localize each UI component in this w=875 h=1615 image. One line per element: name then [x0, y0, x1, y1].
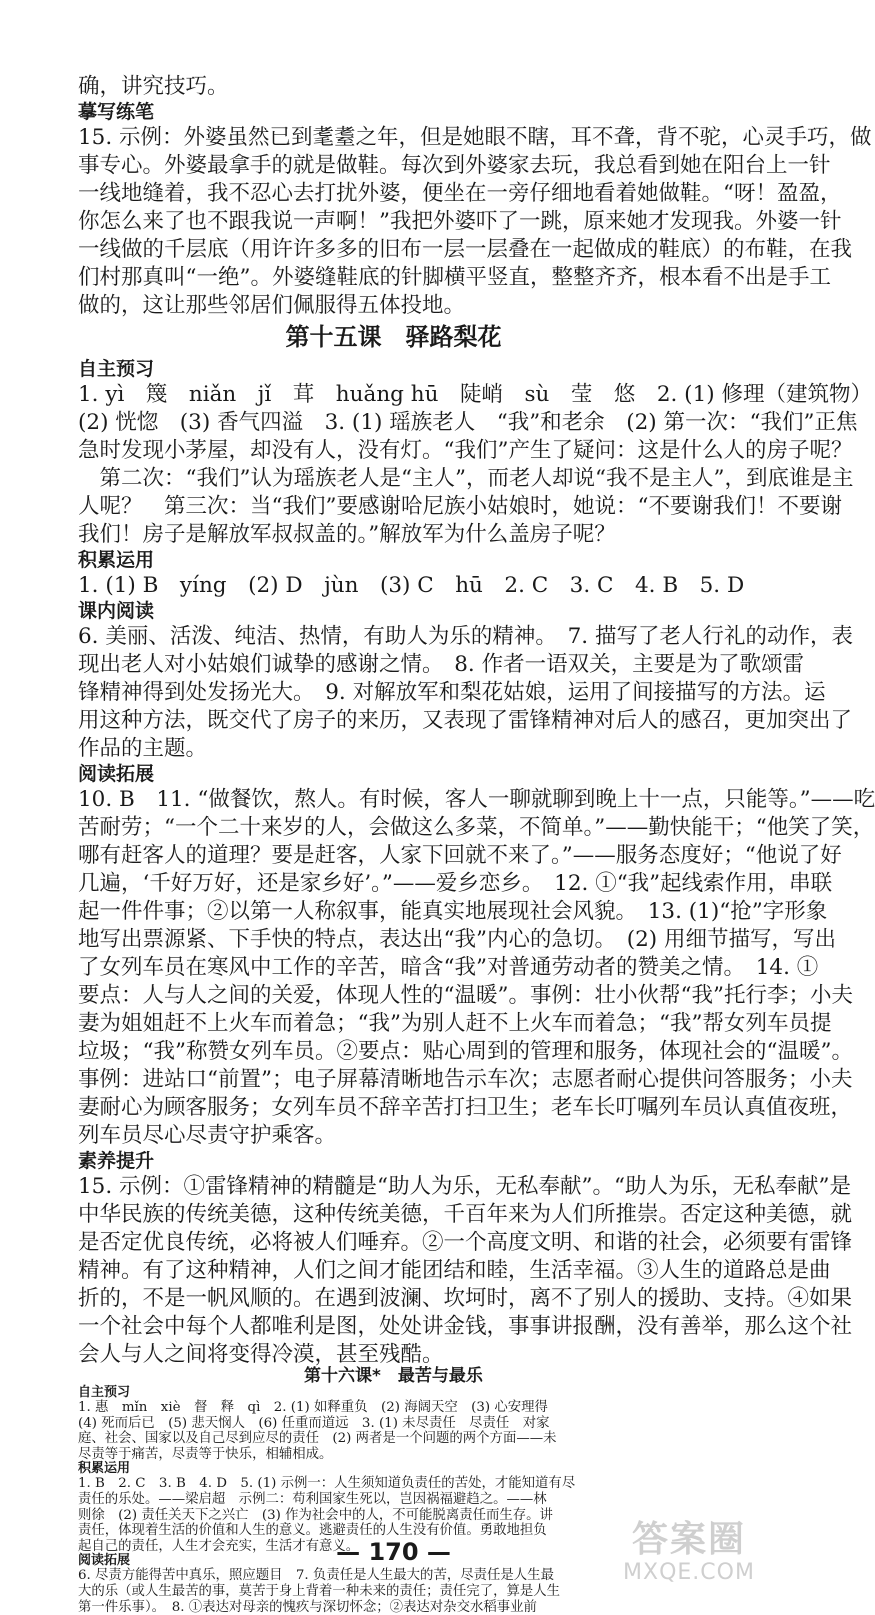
- section-heading-literacy: 素养提升: [78, 1150, 155, 1172]
- text-line: 是否定优良传统，必将被人们唾弃。②一个高度文明、和谐的社会，必须要有雷锋: [78, 1230, 853, 1255]
- text-line: 我们！房子是解放军叔叔盖的。”解放军为什么盖房子呢？: [78, 522, 616, 547]
- text-line: 一线地缝着，我不忍心去打扰外婆，便坐在一旁仔细地看着她做鞋。“呀！盈盈，: [78, 181, 842, 206]
- watermark-text: 答案圈: [631, 1519, 746, 1560]
- text-line: 地写出票源紧、下手快的特点，表达出“我”内心的急切。 (2) 用细节描写，写出: [78, 927, 837, 952]
- section-heading-extended-reading: 阅读拓展: [78, 763, 155, 785]
- section-heading-extended-reading: 阅读拓展: [78, 1553, 131, 1569]
- text-line: 做的，这让那些邻居们佩服得五体投地。: [78, 293, 466, 318]
- text-line: (2) 恍惚 (3) 香气四溢 3. (1) 瑶族老人 “我”和老余 (2) 第一次：“我们”正焦: [78, 410, 858, 435]
- text-line: 第一件乐事）。 8. ①表达对母亲的愧疚与深切怀念；②表达对杂交水稻事业前: [78, 1599, 537, 1615]
- text-line: 确，讲究技巧。: [78, 74, 229, 99]
- section-heading-preview: 自主预习: [78, 1385, 131, 1400]
- lesson-title-16: 第十六课* 最苦与最乐: [304, 1366, 483, 1386]
- text-line: 15. 示例：①雷锋精神的精髓是“助人为乐，无私奉献”。“助人为乐，无私奉献”是: [78, 1174, 851, 1199]
- text-line: 1. B 2. C 3. B 4. D 5. (1) 示例一：人生须知道负责任的苦处，才能知道有尽: [78, 1476, 576, 1492]
- text-line: 哪有赶客人的道理？要是赶客，人家下回就不来了。”——服务态度好；“他说了好: [78, 843, 842, 868]
- text-line: 急时发现小茅屋，却没有人，没有灯。“我们”产生了疑问：这是什么人的房子呢？: [78, 438, 853, 463]
- text-line: 1. (1) B yíng (2) D jùn (3) C hū 2. C 3. C 4. B 5. D: [78, 573, 745, 598]
- text-line: 锋精神得到处发扬光大。 9. 对解放军和梨花姑娘，运用了间接描写的方法。运: [78, 680, 826, 705]
- text-line: 一个社会中每个人都唯利是图，处处讲金钱，事事讲报酬，没有善举，那么这个社: [78, 1314, 853, 1339]
- text-line: 责任，体现着生活的价值和人生的意义。逃避责任的人生没有价值。勇敢地担负: [78, 1523, 547, 1539]
- text-line: 一线做的千层底（用许许多多的旧布一层一层叠在一起做成的鞋底）的布鞋，在我: [78, 237, 853, 262]
- text-line: 们村那真叫“一绝”。外婆缝鞋底的针脚横平竖直，整整齐齐，根本看不出是手工: [78, 265, 831, 290]
- text-line: 用这种方法，既交代了房子的来历，又表现了雷锋精神对后人的感召，更加突出了: [78, 708, 853, 733]
- text-line: 10. B 11. “做餐饮，熬人。有时候，客人一聊就聊到晚上十一点，只能等。”——吃: [78, 787, 875, 812]
- text-line: 1. 惠 mǐn xiè 督 释 qì 2. (1) 如释重负 (2) 海阔天空 (3) 心安理得: [78, 1400, 548, 1415]
- text-line: 起自己的责任，人生才会充实，生活才有意义。: [78, 1538, 360, 1554]
- text-line: 列车员尽心尽责守护乘客。: [78, 1123, 337, 1148]
- text-line: 你怎么来了也不跟我说一声啊！”我把外婆吓了一跳，原来她才发现我。外婆一针: [78, 209, 842, 234]
- text-line: 苦耐劳；“一个二十来岁的人，会做这么多菜，不简单。”——勤快能干；“他笑了笑，: [78, 815, 875, 840]
- text-line: 责任的乐处。——梁启超 示例二：苟利国家生死以，岂因祸福避趋之。——林: [78, 1492, 547, 1507]
- text-line: 会人与人之间将变得冷漠，甚至残酷。: [78, 1342, 444, 1367]
- text-line: 事例：进站口“前置”；电子屏幕清晰地告示车次；志愿者耐心提供问答服务；小夫: [78, 1067, 853, 1092]
- text-line: 15. 示例：外婆虽然已到耄耋之年，但是她眼不瞎，耳不聋，背不驼，心灵手巧，做: [78, 125, 872, 150]
- section-heading-writing-practice: 摹写练笔: [78, 101, 155, 123]
- text-line: 现出老人对小姑娘们诚挚的感谢之情。 8. 作者一语双关，主要是为了歌颂雷: [78, 652, 805, 677]
- text-line: 垃圾；“我”称赞女列车员。②要点：贴心周到的管理和服务，体现社会的“温暖”。: [78, 1039, 853, 1064]
- text-line: 事专心。外婆最拿手的就是做鞋。每次到外婆家去玩，我总看到她在阳台上一针: [78, 153, 831, 178]
- text-line: 要点：人与人之间的关爱，体现人性的“温暖”。事例：壮小伙帮“我”托行李；小夫: [78, 983, 853, 1008]
- section-heading-accumulation: 积累运用: [78, 1461, 131, 1477]
- page-number: — 170 —: [336, 1538, 451, 1566]
- watermark-url: MXQE.COM: [623, 1560, 755, 1585]
- text-line: 6. 尽责方能得苦中真乐，照应题目 7. 负责任是人生最大的苦，尽责任是人生最: [78, 1568, 554, 1584]
- text-line: 精神。有了这种精神，人们之间才能团结和睦，生活幸福。③人生的道路总是曲: [78, 1258, 831, 1283]
- text-line: 大的乐（或人生最苦的事，莫苦于身上背着一种未来的责任；责任完了，算是人生: [78, 1584, 561, 1599]
- text-line: 则徐 (2) 责任关天下之兴亡 (3) 作为社会中的人，不可能脱离责任而生存。讲: [78, 1507, 553, 1523]
- text-line: 尽责等于痛苦，尽责等于快乐，相辅相成。: [78, 1446, 333, 1462]
- text-line: 作品的主题。: [78, 736, 208, 761]
- text-line: (4) 死而后已 (5) 悲天悯人 (6) 任重而道远 3. (1) 未尽责任 尽责任 对家: [78, 1415, 550, 1431]
- text-line: 第二次：“我们”认为瑶族老人是“主人”，而老人却说“我不是主人”，到底谁是主: [78, 466, 854, 491]
- watermark-logo: [609, 1520, 769, 1592]
- text-line: 折的，不是一帆风顺的。在遇到波澜、坎坷时，离不了别人的援助、支持。④如果: [78, 1286, 853, 1311]
- text-line: 几遍，‘千好万好，还是家乡好’。”——爱乡恋乡。 12. ①“我”起线索作用，串联: [78, 871, 833, 896]
- text-line: 1. yì 篾 niǎn jǐ 茸 huǎng hū 陡峭 sù 莹 悠 2. (1) 修理（建筑物）: [78, 382, 872, 407]
- text-line: 妻耐心为顾客服务；女列车员不辞辛苦打扫卫生；老车长叮嘱列车员认真值夜班，: [78, 1095, 853, 1120]
- text-line: 起一件件事；②以第一人称叙事，能真实地展现社会风貌。 13. (1)“抢”字形象: [78, 899, 828, 924]
- text-line: 了女列车员在寒风中工作的辛苦，暗含“我”对普通劳动者的赞美之情。 14. ①: [78, 955, 819, 980]
- text-line: 妻为姐姐赶不上火车而着急；“我”为别人赶不上火车而着急；“我”帮女列车员提: [78, 1011, 832, 1036]
- section-heading-accumulation: 积累运用: [78, 549, 155, 571]
- lesson-title-15: 第十五课 驿路梨花: [285, 323, 502, 351]
- text-line: 庭、社会、国家以及自己尽到应尽的责任 (2) 两者是一个问题的两个方面——未: [78, 1431, 557, 1447]
- section-heading-in-class-reading: 课内阅读: [78, 600, 155, 622]
- section-heading-preview: 自主预习: [78, 358, 155, 380]
- text-line: 中华民族的传统美德，这种传统美德，千百年来为人们所推崇。否定这种美德，就: [78, 1202, 853, 1227]
- text-line: 6. 美丽、活泼、纯洁、热情，有助人为乐的精神。 7. 描写了老人行礼的动作，表: [78, 624, 853, 649]
- text-line: 人呢？ 第三次：当“我们”要感谢哈尼族小姑娘时，她说：“不要谢我们！不要谢: [78, 494, 842, 519]
